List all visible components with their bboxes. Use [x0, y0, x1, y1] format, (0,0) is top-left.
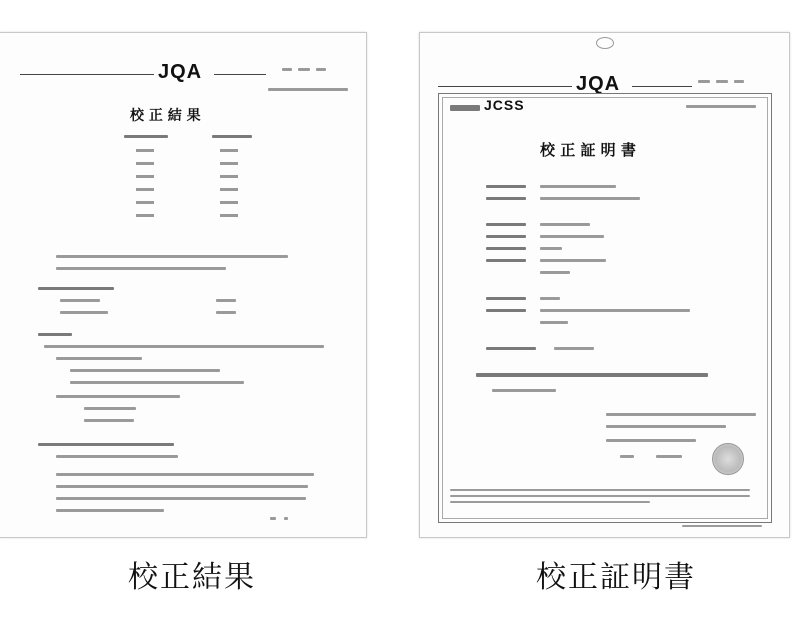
note-line	[84, 407, 136, 410]
note-line	[84, 419, 134, 422]
table-cell	[220, 175, 238, 178]
issuer-line	[606, 413, 756, 416]
note-line	[44, 345, 324, 348]
table-cell	[136, 175, 154, 178]
note-line	[216, 299, 236, 302]
section-heading	[38, 287, 114, 290]
header-rule-left	[20, 74, 154, 75]
field-label	[486, 309, 526, 312]
table-cell	[220, 214, 238, 217]
page-mark	[270, 517, 276, 520]
field-value	[540, 271, 570, 274]
issuer-line	[606, 425, 726, 428]
header-rule-right	[632, 86, 692, 87]
table-cell	[220, 162, 238, 165]
field-value	[540, 309, 690, 312]
jcss-logo: JCSS	[484, 97, 525, 113]
field-value	[540, 223, 590, 226]
field-label	[486, 347, 536, 350]
field-label	[486, 223, 526, 226]
field-value	[540, 297, 560, 300]
footnote-line	[450, 495, 750, 497]
jqa-logo: JQA	[576, 73, 621, 95]
table-cell	[136, 162, 154, 165]
page-info	[282, 68, 292, 71]
table-cell	[220, 201, 238, 204]
jqa-logo: JQA	[158, 61, 203, 83]
calibration-certificate-document	[419, 32, 790, 538]
accreditation-mark	[450, 105, 480, 111]
field-value	[540, 259, 606, 262]
note-line	[70, 381, 244, 384]
header-rule-right	[214, 74, 266, 75]
note-line	[56, 267, 226, 270]
caption-calibration-certificate: 校正証明書	[536, 560, 696, 595]
issue-date	[492, 389, 556, 392]
page-mark	[284, 517, 288, 520]
page-info	[698, 80, 710, 83]
note-line	[56, 509, 164, 512]
page-info	[298, 68, 310, 71]
footnote-line	[450, 489, 750, 491]
field-value	[540, 321, 568, 324]
certificate-number	[686, 105, 756, 108]
note-line	[56, 455, 178, 458]
table-cell	[136, 149, 154, 152]
section-heading	[38, 443, 174, 446]
table-cell	[220, 188, 238, 191]
note-line	[56, 255, 288, 258]
page-info	[716, 80, 728, 83]
field-label	[486, 197, 526, 200]
issuer-line	[606, 439, 696, 442]
certificate-number	[268, 88, 348, 91]
table-header	[124, 135, 168, 138]
page-info	[734, 80, 744, 83]
signatory-line	[656, 455, 682, 458]
caption-calibration-result: 校正結果	[128, 560, 256, 595]
certification-statement	[476, 373, 708, 377]
field-value	[540, 247, 562, 250]
note-line	[56, 473, 314, 476]
calibration-result-document	[0, 32, 367, 538]
note-line	[60, 311, 108, 314]
field-value	[540, 197, 640, 200]
field-value	[554, 347, 594, 350]
signatory-line	[620, 455, 634, 458]
table-cell	[136, 214, 154, 217]
table-header	[212, 135, 252, 138]
table-cell	[136, 201, 154, 204]
document-title: 校 正 結 果	[130, 108, 201, 124]
document-title: 校 正 証 明 書	[540, 141, 636, 159]
page-info	[316, 68, 326, 71]
field-label	[486, 247, 526, 250]
field-value	[540, 185, 616, 188]
note-line	[56, 485, 308, 488]
table-cell	[136, 188, 154, 191]
note-line	[60, 299, 100, 302]
field-label	[486, 185, 526, 188]
note-line	[70, 369, 220, 372]
field-label	[486, 235, 526, 238]
binder-hole-icon	[596, 37, 614, 49]
form-number	[682, 525, 762, 527]
footnote-line	[450, 501, 650, 503]
note-line	[56, 497, 306, 500]
table-cell	[220, 149, 238, 152]
header-rule-left	[438, 86, 572, 87]
section-heading	[38, 333, 72, 336]
note-line	[56, 395, 180, 398]
field-value	[540, 235, 604, 238]
note-line	[216, 311, 236, 314]
field-label	[486, 297, 526, 300]
official-seal	[712, 443, 744, 475]
note-line	[56, 357, 142, 360]
field-label	[486, 259, 526, 262]
